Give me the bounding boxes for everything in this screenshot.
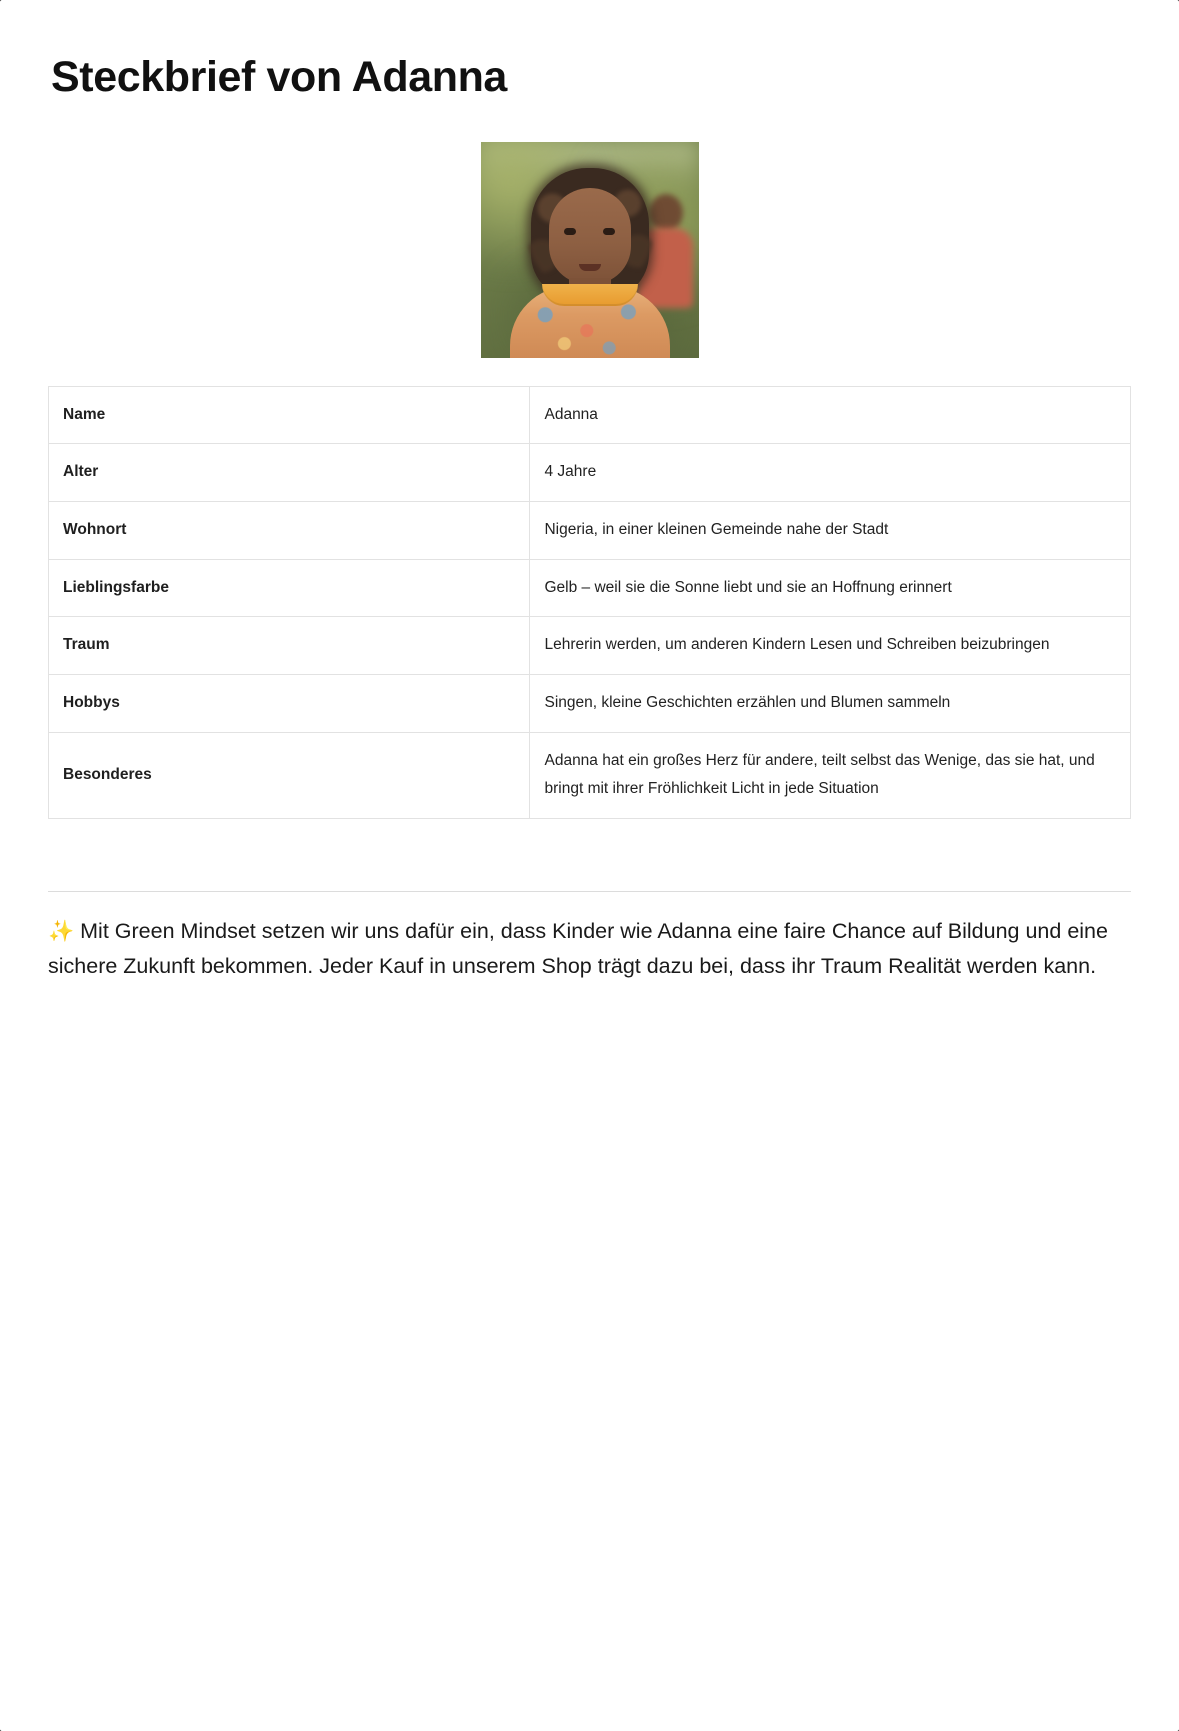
table-row (49, 617, 1131, 675)
portrait-eye-left (564, 228, 576, 235)
profile-table-body (49, 386, 1131, 818)
table-cell-value: 4 Jahre (530, 444, 1131, 502)
table-cell-value: Adanna (530, 386, 1131, 444)
table-cell-value: Lehrerin werden, um anderen Kindern Lesen und Schreiben beizubringen (530, 617, 1131, 675)
table-cell-label: Wohnort (49, 501, 530, 559)
portrait-mouth (579, 264, 601, 271)
table-row (49, 386, 1131, 444)
table-cell-label: Alter (49, 444, 530, 502)
table-cell-label: Hobbys (49, 674, 530, 732)
table-cell-label: Name (49, 386, 530, 444)
closing-paragraph (48, 914, 1131, 984)
portrait-eye-right (603, 228, 615, 235)
table-cell-value: Singen, kleine Geschichten erzählen und Blumen sammeln (530, 674, 1131, 732)
sparkles-icon: ✨ (48, 919, 75, 943)
table-cell-label: Lieblingsfarbe (49, 559, 530, 617)
background-child-head (649, 194, 683, 232)
child-portrait-photo (481, 142, 699, 358)
portrait-collar (542, 284, 638, 306)
page-title: Steckbrief von Adanna (51, 53, 507, 101)
table-cell-value: Nigeria, in einer kleinen Gemeinde nahe der Stadt (530, 501, 1131, 559)
closing-text: Mit Green Mindset setzen wir uns dafür ein, dass Kinder wie Adanna eine faire Chance auf Bildung und eine sichere Zukunft bekommen. Jeder Kauf in unserem Shop trägt dazu bei, dass ihr Traum Realität werden kann. (48, 918, 1108, 978)
table-row (49, 732, 1131, 818)
table-cell-value: Adanna hat ein großes Herz für andere, teilt selbst das Wenige, das sie hat, und bringt mit ihrer Fröhlichkeit Licht in jede Situation (530, 732, 1131, 818)
table-cell-value: Gelb – weil sie die Sonne liebt und sie an Hoffnung erinnert (530, 559, 1131, 617)
section-divider (48, 891, 1131, 892)
table-cell-label: Traum (49, 617, 530, 675)
table-row (49, 501, 1131, 559)
profile-table (48, 386, 1131, 819)
table-cell-label: Besonderes (49, 732, 530, 818)
table-row (49, 559, 1131, 617)
photo-container (48, 142, 1131, 358)
table-row (49, 444, 1131, 502)
table-row (49, 674, 1131, 732)
